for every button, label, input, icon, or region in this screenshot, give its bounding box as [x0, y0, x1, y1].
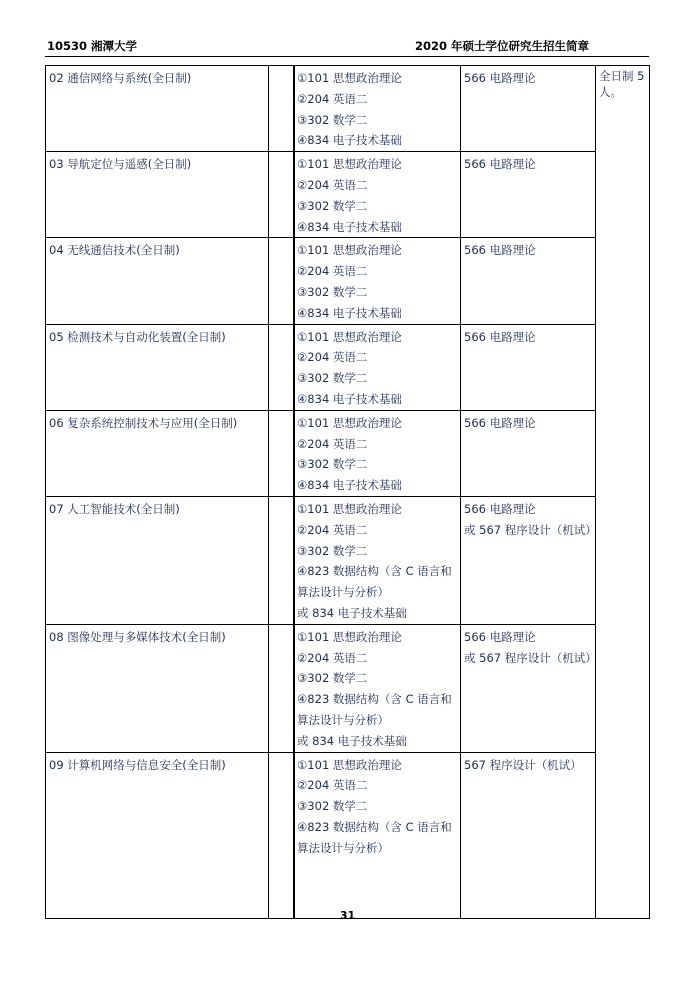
- table-row: [46, 66, 650, 152]
- retest-subject: 566 电路理论: [464, 71, 536, 85]
- major-cell: [46, 624, 269, 752]
- major-name: 03 导航定位与遥感(全日制): [49, 157, 192, 172]
- exam-subject: ④834 电子技术基础: [297, 305, 402, 320]
- retest-subjects-cell: [461, 66, 596, 152]
- major-name: 07 人工智能技术(全日制): [49, 501, 180, 516]
- exam-subjects-cell: [294, 496, 461, 624]
- exam-subjects-cell: [294, 324, 461, 410]
- major-cell: [46, 324, 269, 410]
- retest-subject: 566 电路理论: [464, 415, 536, 430]
- exam-subject: ①101 思想政治理论: [297, 415, 402, 430]
- table-body: [46, 66, 650, 919]
- exam-subject: ③302 数学二: [297, 284, 368, 299]
- retest-subject: 566 电路理论: [464, 501, 536, 516]
- major-cell: [46, 496, 269, 624]
- retest-subjects-cell: [461, 410, 596, 496]
- exam-subject: ④823 数据结构（含 C 语言和算法设计与分析）: [297, 564, 452, 600]
- retest-subjects-cell: [461, 496, 596, 624]
- exam-subject: ①101 思想政治理论: [297, 243, 402, 258]
- exam-subject: ①101 思想政治理论: [297, 329, 402, 344]
- major-name: 05 检测技术与自动化装置(全日制): [49, 329, 226, 344]
- exam-subject: ②204 英语二: [297, 177, 368, 192]
- admissions-table: [45, 65, 650, 919]
- exam-subject: ④834 电子技术基础: [297, 391, 402, 406]
- blank-cell: [269, 324, 294, 410]
- table-row: [46, 324, 650, 410]
- blank-cell: [269, 496, 294, 624]
- retest-subject: 或 567 程序设计（机试）: [464, 522, 597, 537]
- university-code-name: 10530 湘潭大学: [47, 39, 138, 53]
- exam-subject: ②204 英语二: [297, 522, 368, 537]
- major-cell: [46, 238, 269, 324]
- exam-subjects-cell: [294, 238, 461, 324]
- exam-subject: ③302 数学二: [297, 671, 368, 686]
- exam-subject: ②204 英语二: [297, 778, 368, 793]
- exam-subject: ③302 数学二: [297, 799, 368, 814]
- major-name: 09 计算机网络与信息安全(全日制): [49, 757, 226, 772]
- table-row: [46, 752, 650, 918]
- exam-subject: ②204 英语二: [297, 264, 368, 279]
- retest-subject: 567 程序设计（机试）: [464, 757, 582, 772]
- retest-subject: 566 电路理论: [464, 243, 536, 258]
- exam-subject: ④823 数据结构（含 C 语言和算法设计与分析）: [297, 692, 452, 727]
- exam-subject: ④823 数据结构（含 C 语言和算法设计与分析）: [297, 819, 452, 855]
- major-name: 08 图像处理与多媒体技术(全日制): [49, 629, 226, 644]
- blank-cell: [269, 752, 294, 918]
- major-name: 04 无线通信技术(全日制): [49, 243, 180, 258]
- exam-subject: ①101 思想政治理论: [297, 629, 402, 644]
- exam-subject: ②204 英语二: [297, 91, 368, 106]
- retest-subject: 566 电路理论: [464, 157, 536, 172]
- exam-subject: ③302 数学二: [297, 457, 368, 472]
- major-cell: [46, 66, 269, 152]
- exam-subject: ③302 数学二: [297, 371, 368, 386]
- retest-subject: 566 电路理论: [464, 629, 536, 644]
- retest-subjects-cell: [461, 238, 596, 324]
- major-name: 06 复杂系统控制技术与应用(全日制): [49, 415, 238, 430]
- exam-subjects-cell: [294, 66, 461, 152]
- blank-cell: [269, 152, 294, 238]
- exam-subject: ③302 数学二: [297, 112, 368, 127]
- table-row: [46, 238, 650, 324]
- exam-subject: ②204 英语二: [297, 436, 368, 451]
- exam-subject: 或 834 电子技术基础: [297, 605, 407, 620]
- table-row: [46, 410, 650, 496]
- document-title: 2020 年硕士学位研究生招生简章: [414, 39, 589, 53]
- exam-subjects-cell: [294, 152, 461, 238]
- retest-subject: 或 567 程序设计（机试）: [464, 650, 597, 665]
- table-row: [46, 624, 650, 752]
- retest-subject: 566 电路理论: [464, 329, 536, 344]
- notes-cell: [596, 66, 650, 919]
- exam-subjects-cell: [294, 410, 461, 496]
- exam-subject: ②204 英语二: [297, 650, 368, 665]
- exam-subject: ①101 思想政治理论: [297, 157, 402, 172]
- blank-cell: [269, 624, 294, 752]
- exam-subjects-cell: [294, 752, 461, 918]
- exam-subject: ③302 数学二: [297, 198, 368, 213]
- exam-subject: ①101 思想政治理论: [297, 757, 402, 772]
- exam-subject: ④834 电子技术基础: [297, 133, 402, 148]
- retest-subjects-cell: [461, 324, 596, 410]
- blank-cell: [269, 410, 294, 496]
- exam-subject: ①101 思想政治理论: [297, 501, 402, 516]
- exam-subject: 或 834 电子技术基础: [297, 733, 407, 748]
- major-cell: [46, 752, 269, 918]
- retest-subjects-cell: [461, 624, 596, 752]
- page-number: 31: [339, 909, 356, 922]
- blank-cell: [269, 66, 294, 152]
- exam-subject: ④834 电子技术基础: [297, 219, 402, 234]
- exam-subject: ④834 电子技术基础: [297, 478, 402, 493]
- major-name: 02 通信网络与系统(全日制): [49, 71, 192, 85]
- table-row: [46, 496, 650, 624]
- table-row: [46, 152, 650, 238]
- exam-subjects-cell: [294, 624, 461, 752]
- enrollment-note: 全日制 5 人。: [599, 69, 645, 99]
- exam-subject: ②204 英语二: [297, 350, 368, 365]
- page-header: [45, 34, 649, 57]
- blank-cell: [269, 238, 294, 324]
- retest-subjects-cell: [461, 152, 596, 238]
- retest-subjects-cell: [461, 752, 596, 918]
- major-cell: [46, 152, 269, 238]
- exam-subject: ①101 思想政治理论: [297, 71, 402, 85]
- major-cell: [46, 410, 269, 496]
- exam-subject: ③302 数学二: [297, 543, 368, 558]
